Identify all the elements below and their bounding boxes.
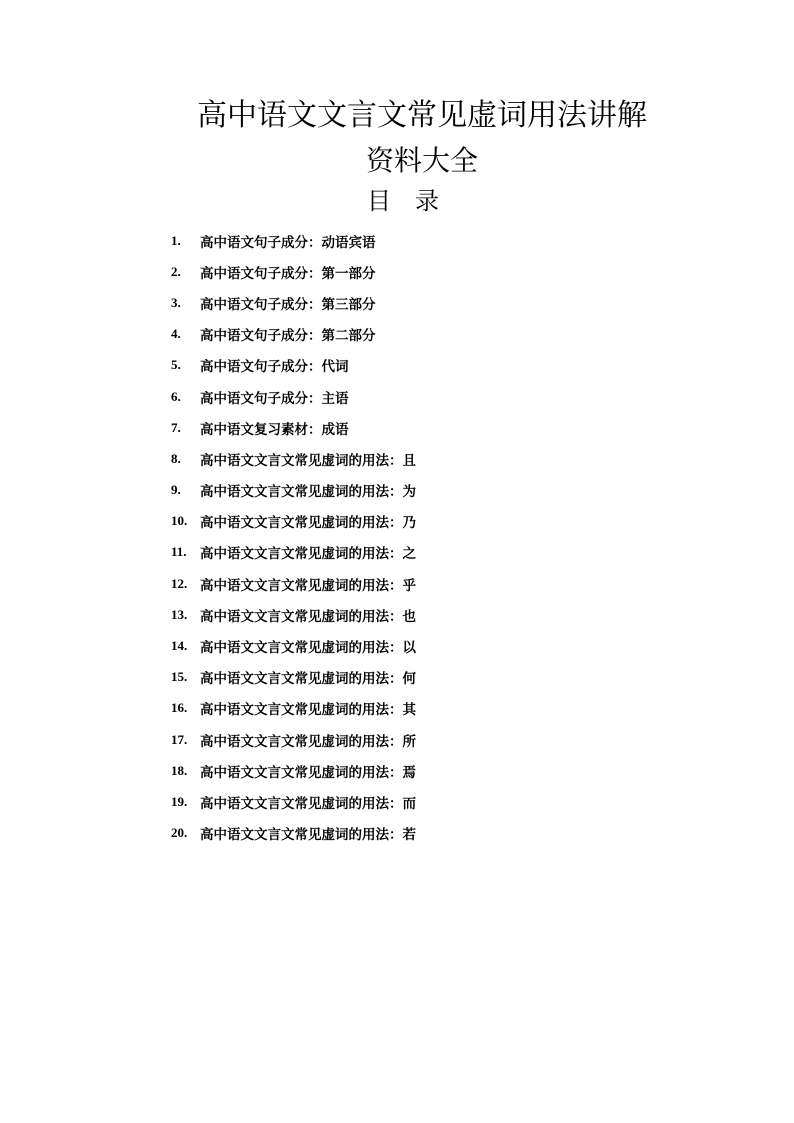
toc-item-title: 高中语文文言文常见虚词的用法：何 (200, 671, 416, 688)
toc-item-number: 2. (171, 263, 181, 279)
toc-item-number: 8. (171, 450, 181, 466)
toc-item-title: 高中语文文言文常见虚词的用法：所 (200, 733, 416, 750)
toc-item-number: 3. (171, 294, 181, 310)
toc-item-title: 高中语文文言文常见虚词的用法：且 (200, 452, 416, 469)
toc-item[interactable] (171, 786, 621, 817)
toc-item-number: 15. (171, 669, 188, 685)
toc-item[interactable] (171, 630, 621, 661)
toc-item-number: 1. (171, 232, 181, 248)
toc-item-number: 10. (171, 513, 188, 529)
toc-item[interactable] (171, 693, 621, 724)
document-title: 高中语文文言文常见虚词用法讲解 (197, 98, 647, 133)
toc-item-number: 6. (171, 388, 181, 404)
toc-item[interactable] (171, 755, 621, 786)
toc-item[interactable] (171, 506, 621, 537)
toc-item[interactable] (171, 319, 621, 350)
toc-item[interactable] (171, 662, 621, 693)
toc-item[interactable] (171, 724, 621, 755)
toc-item-title: 高中语文句子成分：主语 (200, 390, 349, 407)
toc-item-title: 高中语文复习素材：成语 (200, 421, 349, 438)
toc-item[interactable] (171, 225, 621, 256)
toc-item[interactable] (171, 568, 621, 599)
toc-item-title: 高中语文文言文常见虚词的用法：乃 (200, 515, 416, 532)
toc-item[interactable] (171, 475, 621, 506)
toc-item-number: 5. (171, 357, 181, 373)
toc-item-title: 高中语文句子成分：第一部分 (200, 265, 376, 282)
toc-item-number: 11. (171, 544, 187, 560)
toc-item-title: 高中语文文言文常见虚词的用法：以 (200, 640, 416, 657)
toc-item-title: 高中语文句子成分：动语宾语 (200, 234, 376, 251)
toc-item[interactable] (171, 599, 621, 630)
toc-item-number: 14. (171, 638, 188, 654)
toc-item[interactable] (171, 381, 621, 412)
toc-item-number: 4. (171, 326, 181, 342)
toc-heading: 目录 (367, 187, 463, 215)
toc-item[interactable] (171, 443, 621, 474)
toc-item-title: 高中语文文言文常见虚词的用法：焉 (200, 764, 416, 781)
toc-item-title: 高中语文文言文常见虚词的用法：之 (200, 546, 416, 563)
toc-item-number: 16. (171, 700, 188, 716)
toc-item[interactable] (171, 412, 621, 443)
toc-item-number: 20. (171, 825, 188, 841)
toc-item-number: 7. (171, 419, 181, 435)
toc-item-title: 高中语文文言文常见虚词的用法：而 (200, 795, 416, 812)
toc-item[interactable] (171, 287, 621, 318)
document-subtitle: 资料大全 (365, 144, 478, 177)
toc-item-title: 高中语文文言文常见虚词的用法：为 (200, 484, 416, 501)
toc-item-number: 18. (171, 762, 188, 778)
toc-item-title: 高中语文文言文常见虚词的用法：其 (200, 702, 416, 719)
toc-item-title: 高中语文文言文常见虚词的用法：乎 (200, 577, 416, 594)
toc-item-number: 19. (171, 793, 188, 809)
toc-item-number: 9. (171, 482, 181, 498)
toc-item[interactable] (171, 256, 621, 287)
toc-item-title: 高中语文句子成分：第三部分 (200, 296, 376, 313)
toc-item-title: 高中语文文言文常见虚词的用法：也 (200, 608, 416, 625)
toc-item-title: 高中语文文言文常见虚词的用法：若 (200, 827, 416, 844)
toc-item-number: 12. (171, 575, 188, 591)
table-of-contents (171, 225, 621, 849)
toc-item[interactable] (171, 350, 621, 381)
toc-item-number: 13. (171, 606, 188, 622)
toc-item[interactable] (171, 818, 621, 849)
toc-item[interactable] (171, 537, 621, 568)
toc-item-title: 高中语文句子成分：代词 (200, 359, 349, 376)
toc-item-title: 高中语文句子成分：第二部分 (200, 328, 376, 345)
toc-item-number: 17. (171, 731, 188, 747)
